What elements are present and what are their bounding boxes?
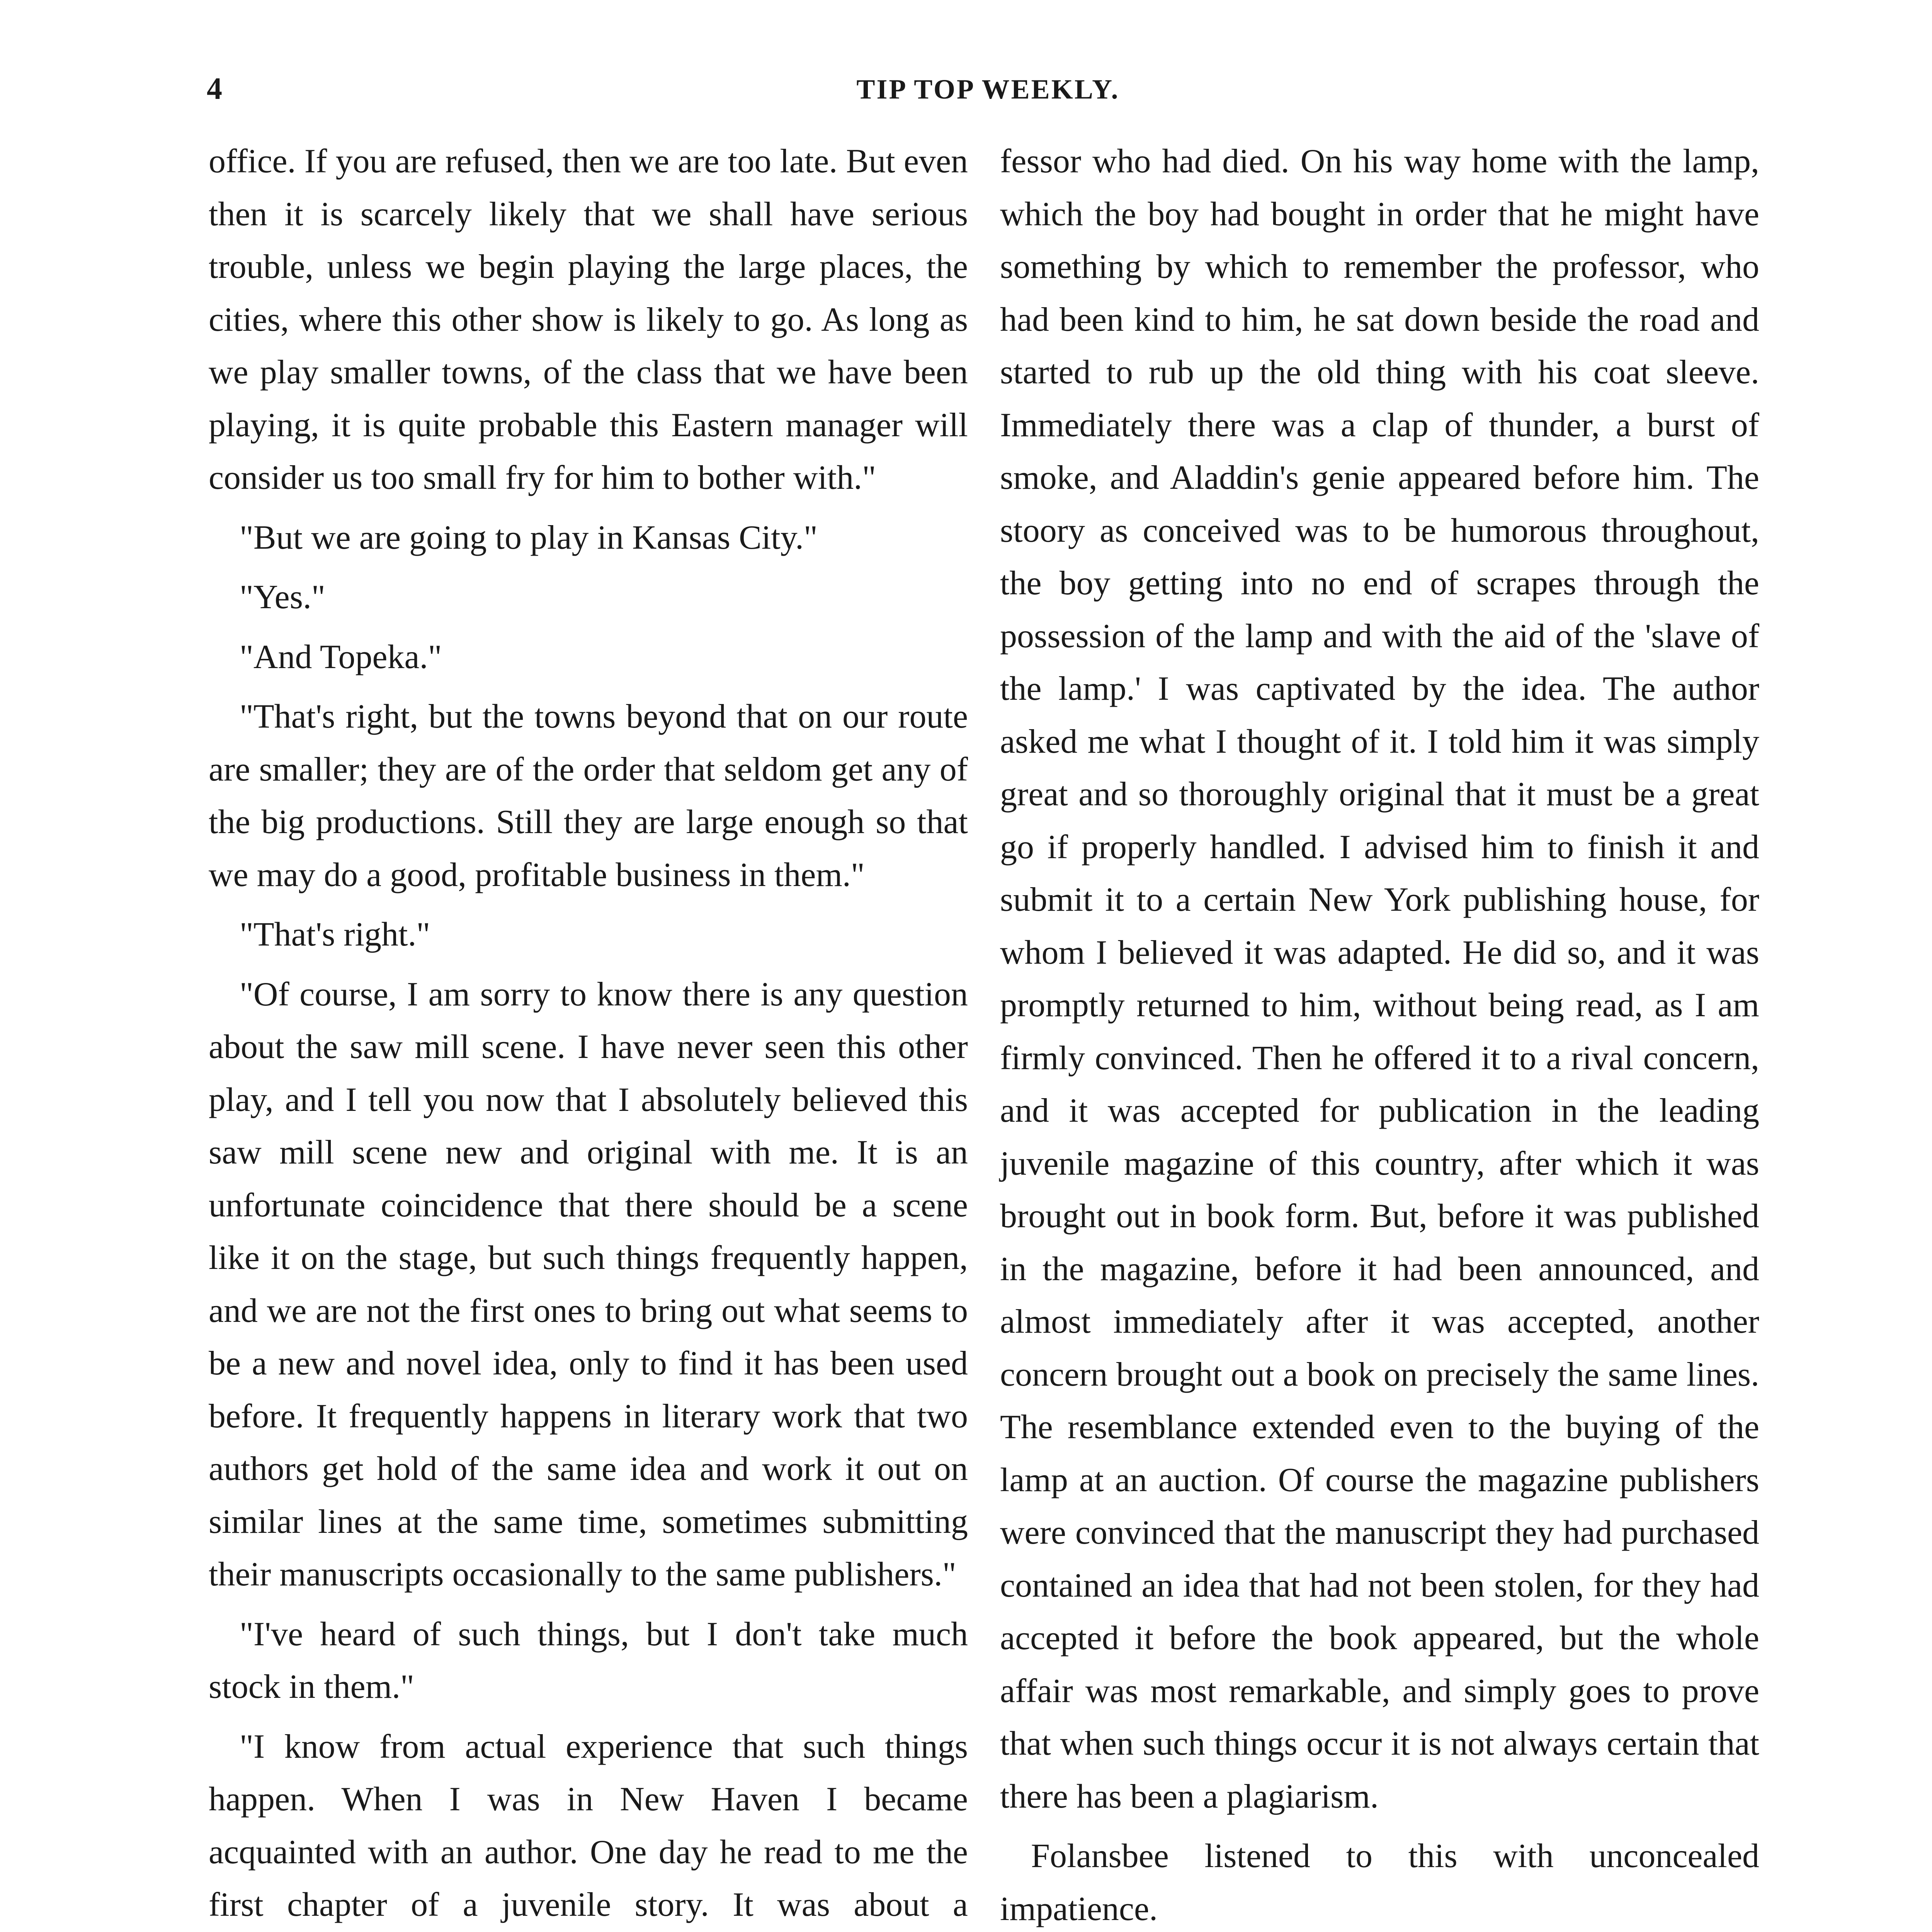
page-number: 4 bbox=[207, 72, 222, 106]
left-column bbox=[209, 135, 968, 1932]
paragraph: Folansbee listened to this with unconcealed impatience. bbox=[1000, 1837, 1759, 1928]
paragraph: "And Topeka." bbox=[240, 638, 442, 676]
paragraph: "I've heard of such things, but I don't take much stock in them." bbox=[209, 1615, 968, 1706]
paragraph: "But we are going to play in Kansas City." bbox=[240, 519, 818, 556]
right-column bbox=[1000, 135, 1759, 1932]
paragraph: "Yes." bbox=[240, 578, 325, 616]
paragraph: "That's right, but the towns beyond that on our route are smaller; they are of the order that seldom get any of the big productions. Still they are large enough so that we may do a good, profitable business in them." bbox=[209, 698, 968, 894]
paragraph: "That's right." bbox=[240, 916, 430, 953]
running-title: TIP TOP WEEKLY. bbox=[856, 74, 1120, 105]
paragraph: "I know from actual experience that such things happen. When I was in New Haven I became acquainted with an author. One day he read to me the first chapter of a juvenile story. It was about a bbox=[209, 1728, 968, 1923]
paragraph: office. If you are refused, then we are too late. But even then it is scarcely likely that we shall have serious trouble, unless we begin playing the large places, the cities, where this other show is likely to go. As long as we play smaller towns, of the class that we have been playing, it is quite probable this Eastern manager will consider us too small fry for him to bother with." bbox=[209, 143, 968, 497]
paragraph: "Of course, I am sorry to know there is any question about the saw mill scene. I have never seen this other play, and I tell you now that I absolutely believed this saw mill scene new and original with me. It is an unfortunate coincidence that there should be a scene like it on the stage, but such things frequently happen, and we are not the first ones to bring out what seems to be a new and novel idea, only to find it has been used before. It frequently happens in literary work that two authors get hold of the same idea and work it out on similar lines at the same time, sometimes submitting their manuscripts occasionally to the same publishers." bbox=[209, 975, 968, 1593]
paragraph: fessor who had died. On his way home with the lamp, which the boy had bought in order that he might have something by which to remember the professor, who had been kind to him, he sat down beside the road and started to rub up the old thing with his coat sleeve. Immediately there was a clap of thunder, a burst of smoke, and Aladdin's genie appeared before him. The stoory as conceived was to be humorous throughout, the boy getting into no end of scrapes through the possession of the lamp and with the aid of the 'slave of the lamp.' I was captivated by the idea. The author asked me what I thought of it. I told him it was simply great and so thoroughly original that it must be a great go if properly handled. I advised him to finish it and submit it to a certain New York publishing house, for whom I believed it was adapted. He did so, and it was promptly returned to him, without being read, as I am firmly convinced. Then he offered it to a rival concern, and it was accepted for publication in the leading juvenile magazine of this country, after which it was brought out in book form. But, before it was published in the magazine, before it had been announced, and almost immediately after it was accepted, another concern brought out a book on precisely the same lines. The resemblance extended even to the buying of the lamp at an auction. Of course the magazine publishers were convinced that the manuscript they had purchased contained an idea that had not been stolen, for they had accepted it before the book appeared, but the whole affair was most remarkable, and simply goes to prove that when such things occur it is not always certain that there has been a plagiarism. bbox=[1000, 143, 1759, 1815]
